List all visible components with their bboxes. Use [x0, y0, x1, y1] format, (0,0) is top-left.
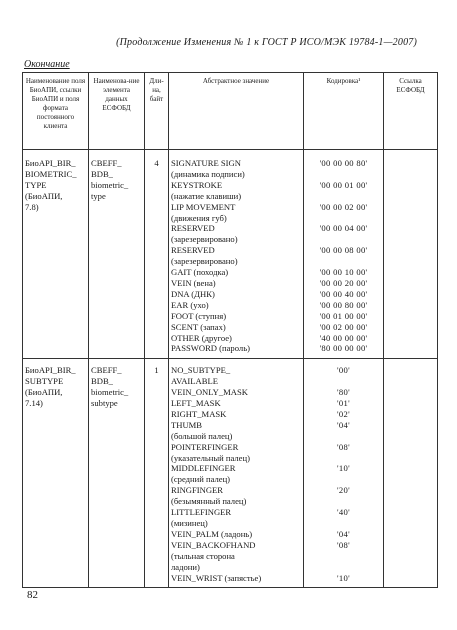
codes-line [306, 551, 381, 562]
codes-line: '00 00 40 00' [319, 288, 368, 299]
codes-line: '10' [337, 572, 350, 583]
field-line: (БиоАПИ, [25, 387, 63, 398]
column-header: Наименова-ние элемента данных ЕСФОБД [89, 73, 145, 150]
field-line: SUBTYPE [25, 376, 64, 387]
element-line: BDB_ [91, 168, 113, 179]
values-line: (безымянный палец) [171, 496, 247, 507]
codes-line: '04' [337, 528, 350, 539]
size-cell: 1 [145, 359, 169, 588]
values-line: (нажатие клавиши) [171, 190, 242, 201]
values-line: VEIN_ONLY_MASK [171, 387, 248, 398]
values-line: OTHER (другое) [171, 332, 232, 343]
element-line: biometric_ [91, 179, 129, 190]
values-line: VEIN_WRIST (запястье) [171, 572, 262, 583]
codes-line [306, 453, 381, 464]
values-line: LEFT_MASK [171, 398, 221, 409]
values-line: GAIT (походка) [171, 267, 229, 278]
values-line: (зарезервировано) [171, 234, 238, 245]
codes-line: '00 00 02 00' [319, 201, 368, 212]
table-header-row [23, 73, 438, 150]
codes-line [306, 169, 381, 180]
codes-line: '01' [337, 398, 350, 409]
values-line: THUMB [171, 419, 203, 430]
codes-line [306, 562, 381, 573]
table-row [23, 359, 438, 588]
codes-line [306, 474, 381, 485]
values-line: LIP MOVEMENT [171, 201, 236, 212]
codes-line [306, 496, 381, 507]
codes-line [306, 213, 381, 224]
values-line: SCENT (запах) [171, 321, 226, 332]
table-caption: Окончание [24, 59, 70, 70]
element-line: BDB_ [91, 376, 113, 387]
values-line: (тыльная сторона [171, 550, 235, 561]
element-line: CBEFF_ [91, 365, 122, 376]
values-line: RESERVED [171, 223, 215, 234]
reference-cell [384, 359, 438, 588]
column-header: Ссылка ЕСФОБД [384, 73, 438, 150]
values-line: MIDDLEFINGER [171, 463, 236, 474]
values-line: DNA (ДНК) [171, 288, 215, 299]
values-line: PASSWORD (пароль) [171, 343, 250, 354]
values-line: (средний палец) [171, 474, 231, 485]
values-line: VEIN_PALM (ладонь) [171, 528, 253, 539]
codes-line: '80' [337, 387, 350, 398]
values-line: RINGFINGER [171, 485, 224, 496]
codes-line [306, 234, 381, 245]
element-name-cell [89, 150, 145, 359]
codes-line: '00 00 80 00' [319, 299, 368, 310]
values-line: (указательный палец) [171, 452, 250, 463]
codes-line: '00 00 08 00' [319, 245, 368, 256]
running-header: (Продолжение Изменения № 1 к ГОСТ Р ИСО/МЭК 19784-1—2007) [116, 37, 417, 48]
codes-line: '08' [337, 539, 350, 550]
values-line: NO_SUBTYPE_ [171, 365, 231, 376]
element-line: subtype [91, 398, 118, 409]
codes-line [306, 191, 381, 202]
values-line: RIGHT_MASK [171, 408, 227, 419]
values-line: SIGNATURE SIGN [171, 158, 241, 168]
codes-line: '10' [337, 463, 350, 474]
values-line: KEYSTROKE [171, 179, 223, 190]
codes-line: '08' [337, 441, 350, 452]
values-line: VEIN (вена) [171, 277, 216, 288]
values-line: POINTERFINGER [171, 441, 239, 452]
values-line: EAR (ухо) [171, 299, 209, 310]
column-header: Абстрактное значение [169, 73, 304, 150]
field-line: 7.14) [25, 398, 43, 409]
codes-line [306, 256, 381, 267]
values-line: (зарезервировано) [171, 256, 238, 267]
element-name-cell [89, 359, 145, 588]
field-line: 7.8) [25, 201, 39, 212]
values-line: (динамика подписи) [171, 168, 245, 179]
field-name-cell [23, 359, 89, 588]
column-header: Кодировка¹ [304, 73, 384, 150]
codes-line: '02' [337, 408, 350, 419]
codes-line: '00 00 01 00' [319, 179, 368, 190]
element-line: biometric_ [91, 387, 129, 398]
codes-line [306, 518, 381, 529]
encoding-cell [304, 150, 384, 359]
element-line: CBEFF_ [91, 158, 122, 168]
codes-line: '40' [337, 507, 350, 518]
field-line: БиоAPI_BIR_ [25, 365, 76, 376]
values-line: VEIN_BACKOFHAND [171, 539, 256, 550]
values-line: RESERVED [171, 245, 215, 256]
field-line: БиоAPI_BIR_ [25, 158, 76, 168]
codes-line: '80 00 00 00' [319, 343, 368, 354]
column-header: Дли-на, байт [145, 73, 169, 150]
size-cell: 4 [145, 150, 169, 359]
element-line: type [91, 190, 106, 201]
page-number: 82 [27, 589, 38, 601]
column-header: Наименование поля БиоАПИ, ссылки БиоАПИ и поля формата постоянного клиента [23, 73, 89, 150]
codes-line: '20' [337, 485, 350, 496]
codes-line: '00 00 10 00' [319, 267, 368, 278]
codes-line: '00 02 00 00' [319, 321, 368, 332]
field-name-cell [23, 150, 89, 359]
codes-line: '40 00 00 00' [319, 332, 368, 343]
abstract-values-cell [169, 150, 304, 359]
codes-line [306, 376, 381, 387]
codes-line: '00 00 00 80' [319, 158, 368, 168]
values-line: LITTLEFINGER [171, 507, 232, 518]
table-row [23, 150, 438, 359]
values-line: (мизинец) [171, 518, 208, 528]
reference-cell [384, 150, 438, 359]
values-line: (движения губ) [171, 212, 227, 223]
codes-line: '04' [337, 419, 350, 430]
field-line: TYPE [25, 179, 47, 190]
values-line: (большой палец) [171, 430, 233, 441]
abstract-values-cell [169, 359, 304, 588]
codes-line: '00' [337, 365, 350, 376]
codes-line [306, 431, 381, 442]
encoding-cell [304, 359, 384, 588]
data-table [22, 72, 438, 588]
codes-line: '00 00 04 00' [319, 223, 368, 234]
field-line: (БиоАПИ, [25, 190, 63, 201]
values-line: AVAILABLE [171, 376, 218, 387]
field-line: BIOMETRIC_ [25, 168, 77, 179]
values-line: FOOT (ступня) [171, 310, 227, 321]
values-line: ладони) [171, 561, 200, 572]
codes-line: '00 00 20 00' [319, 277, 368, 288]
codes-line: '00 01 00 00' [319, 310, 368, 321]
